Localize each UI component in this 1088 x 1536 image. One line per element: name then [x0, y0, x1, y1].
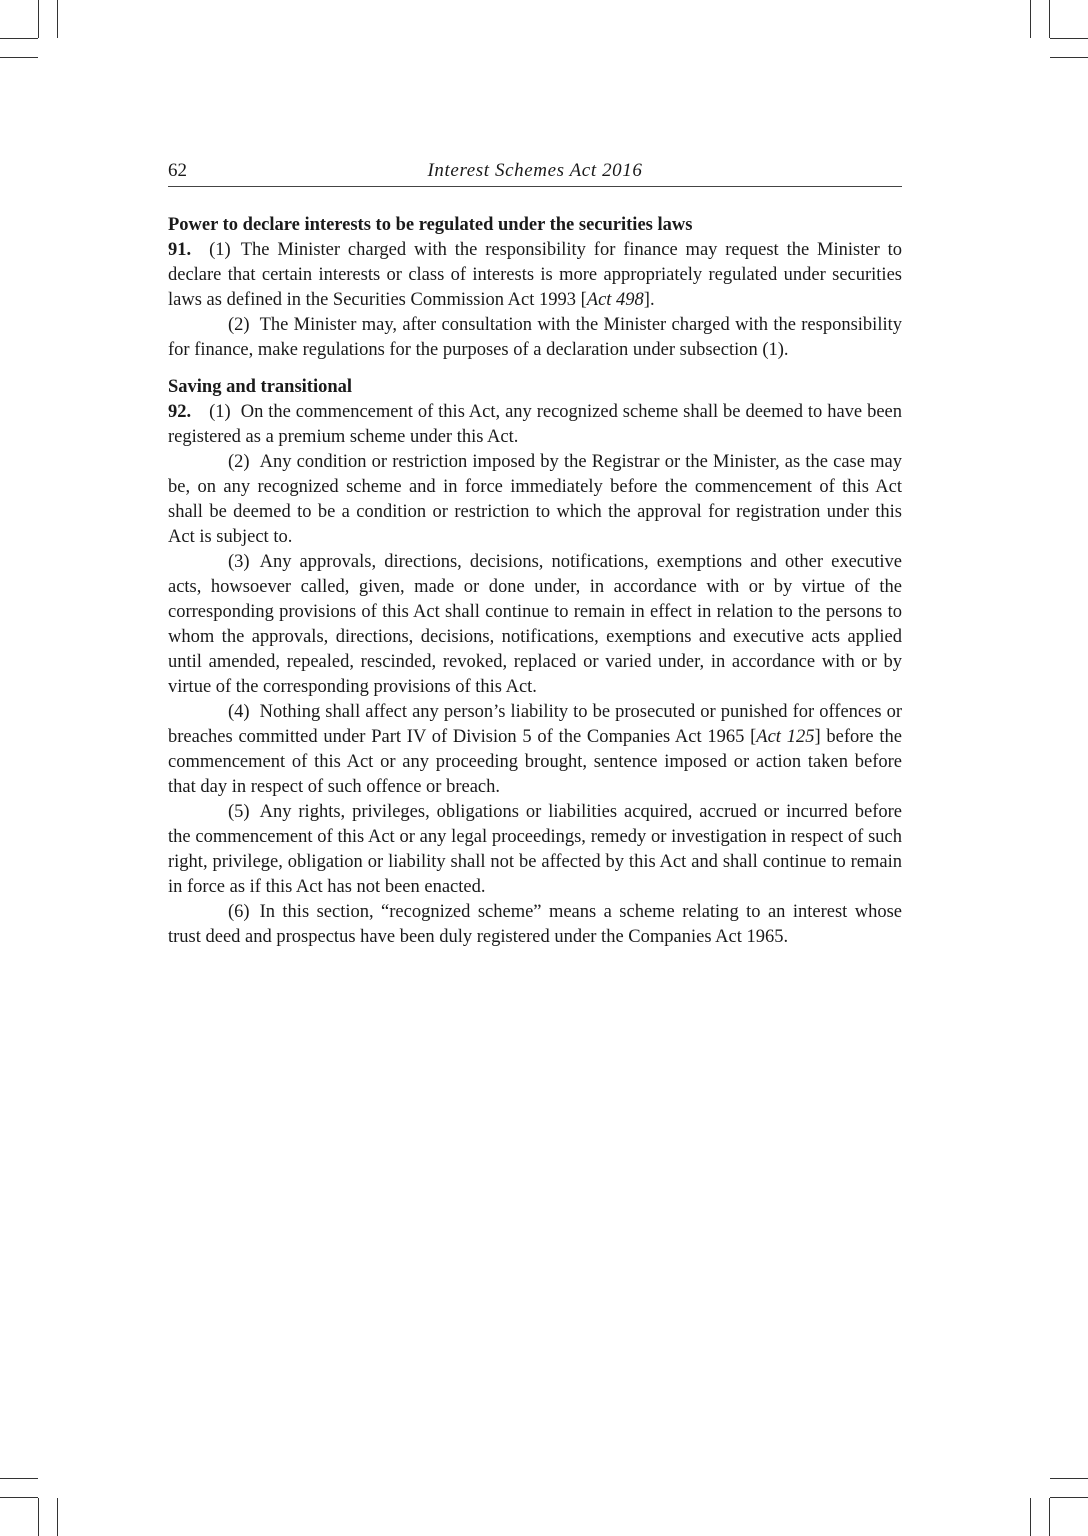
subsection-label: (1): [209, 240, 231, 260]
subsection-text-end: ] before the commencement of this Act or any proceeding brought, sentence imposed or action taken before that day in respect of such offence or breach.: [168, 727, 902, 797]
subsection-label: (2): [228, 315, 250, 335]
subsection-text: Any approvals, directions, decisions, notifications, exemptions and other executive acts, howsoever called, given, made or done under, in accordance with or by virtue of the corresponding provisions of this Act shall continue to remain in effect in relation to the persons to whom the approvals, directions, decisions, notifications, exemptions and executive acts applied until amended, repealed, rescinded, revoked, replaced or varied under, in accordance with or by virtue of the corresponding provisions of this Act.: [168, 552, 902, 697]
section-92-subsection-2: [168, 450, 902, 550]
section-92-subsection-5: [168, 800, 902, 900]
crop-mark: [57, 1498, 58, 1536]
crop-mark: [1050, 57, 1088, 58]
section-92-subsection-4: [168, 700, 902, 800]
subsection-text: The Minister charged with the responsibility for finance may request the Minister to declare that certain interests or class of interests is more appropriately regulated under securities laws as defined in the Securities Commission Act 1993 [: [168, 240, 902, 310]
section-91-heading: Power to declare interests to be regulated under the securities laws: [168, 215, 693, 235]
subsection-label: (2): [228, 452, 250, 472]
crop-mark: [1030, 1498, 1031, 1536]
subsection-text: Nothing shall affect any person’s liability to be prosecuted or punished for offences or breaches committed under Part IV of Division 5 of the Companies Act 1965 [: [168, 702, 902, 747]
subsection-label: (4): [228, 702, 250, 722]
subsection-text-end: ].: [643, 290, 655, 310]
subsection-label: (6): [228, 902, 250, 922]
subsection-text: The Minister may, after consultation with the Minister charged with the responsibility for finance, make regulations for the purposes of a declaration under subsection (1).: [168, 315, 902, 360]
subsection-text: Any condition or restriction imposed by the Registrar or the Minister, as the case may be, on any recognized scheme and in force immediately before the commencement of this Act shall be deemed to be a condition or restriction to which the approval for registration under this Act is subject to.: [168, 452, 902, 547]
subsection-label: (5): [228, 802, 250, 822]
crop-mark: [0, 38, 38, 39]
document-page: [168, 160, 902, 950]
section-92-subsection-3: [168, 550, 902, 700]
crop-mark: [1030, 0, 1031, 38]
crop-mark: [1050, 1478, 1088, 1479]
act-reference: Act 498: [586, 290, 644, 310]
crop-mark: [38, 0, 39, 38]
crop-mark: [0, 1478, 38, 1479]
subsection-text: On the commencement of this Act, any recognized scheme shall be deemed to have been registered as a premium scheme under this Act.: [168, 402, 902, 447]
crop-mark: [1050, 1497, 1088, 1498]
crop-mark: [57, 0, 58, 38]
section-91-subsection-2: [168, 313, 902, 363]
page-number: 62: [168, 160, 187, 181]
running-header: [168, 160, 902, 187]
section-92-heading: Saving and transitional: [168, 377, 353, 397]
subsection-text: Any rights, privileges, obligations or liabilities acquired, accrued or incurred before the commencement of this Act or any legal proceedings, remedy or investigation in respect of such right, privilege, obligation or liability shall not be affected by this Act and shall continue to remain in force as if this Act has not been enacted.: [168, 802, 902, 897]
subsection-text: In this section, “recognized scheme” means a scheme relating to an interest whose trust deed and prospectus have been duly registered under the Companies Act 1965.: [168, 902, 902, 947]
crop-mark: [0, 1497, 38, 1498]
crop-mark: [1049, 1498, 1050, 1536]
crop-mark: [38, 1498, 39, 1536]
subsection-label: (3): [228, 552, 250, 572]
section-number: 91.: [168, 240, 192, 260]
section-number: 92.: [168, 402, 192, 422]
crop-mark: [1049, 0, 1050, 38]
crop-mark: [1050, 38, 1088, 39]
section-92-subsection-1: [168, 400, 902, 450]
subsection-label: (1): [209, 402, 231, 422]
section-92-subsection-6: [168, 900, 902, 950]
act-reference: Act 125: [756, 727, 815, 747]
running-title: Interest Schemes Act 2016: [427, 160, 643, 181]
section-91-subsection-1: [168, 238, 902, 313]
crop-mark: [0, 57, 38, 58]
